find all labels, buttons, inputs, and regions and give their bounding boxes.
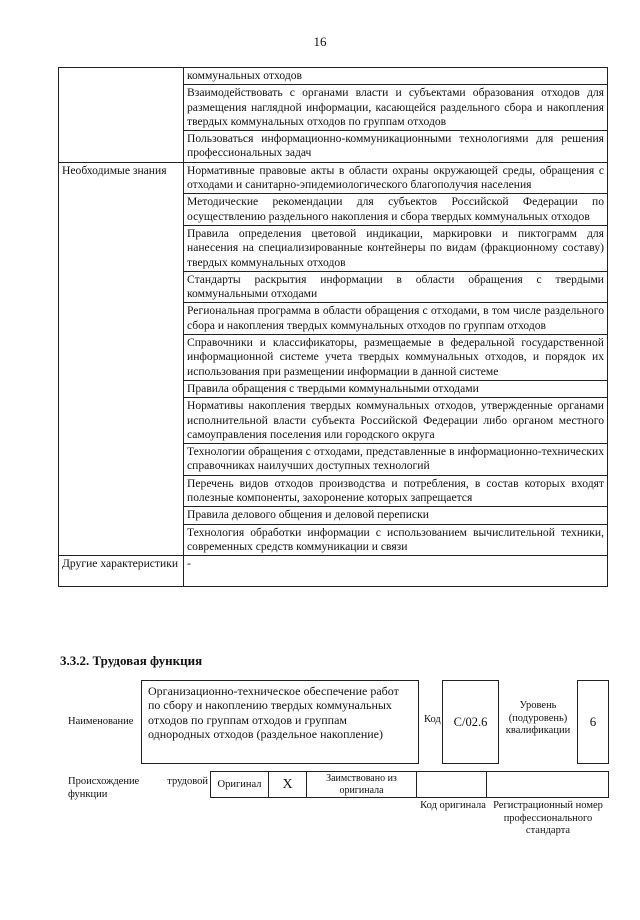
level-value: 6 <box>577 680 609 764</box>
level-label: Уровень (подуровень) квалификации <box>505 700 571 736</box>
row-text: Правила определения цветовой индикации, маркировки и пиктограмм для нанесения на специализированные контейнеры по видам (фракционному составу) твердых коммунальных отходов <box>184 225 608 271</box>
row-label <box>59 68 184 163</box>
code-original-label: Код оригинала <box>420 800 486 811</box>
original-mark: X <box>269 772 307 797</box>
row-text: - <box>184 556 608 587</box>
table-row <box>59 162 608 194</box>
function-name-box: Организационно-техническое обеспечение работ по сбору и накоплению твердых коммунальных отходов по группам отходов и группам однородных отходов (раздельное накопление) <box>141 680 419 764</box>
page-number: 16 <box>313 34 327 49</box>
row-text: Методические рекомендации для субъектов Российской Федерации по осуществлению раздельного накопления и сбора твердых коммунальных отходов <box>184 194 608 226</box>
original-label: Оригинал <box>211 772 269 797</box>
row-text: Нормативные правовые акты в области охраны окружающей среды, обращения с отходами и санитарно-эпидемиологического благополучия населения <box>184 162 608 194</box>
row-text: Правила обращения с твердыми коммунальными отходами <box>184 380 608 397</box>
row-text: Справочники и классификаторы, размещаемые в федеральной государственной информационной системе учета твердых коммунальных отходов, и порядок их использования при размещении информации в данной системе <box>184 335 608 381</box>
knowledge-table <box>58 67 608 587</box>
origin-label: Происхождение трудовой функции <box>68 776 208 800</box>
section-title: 3.3.2. Трудовая функция <box>60 653 203 668</box>
original-code-cell <box>417 772 487 797</box>
row-text: Стандарты раскрытия информации в области обращения с твердыми коммунальными отходами <box>184 271 608 303</box>
row-text: Перечень видов отходов производства и потребления, в состав которых входят полезные компоненты, захоронение которых запрещается <box>184 475 608 507</box>
other-characteristics-label: Другие характеристики <box>59 556 184 587</box>
row-text: Региональная программа в области обращения с отходами, в том числе раздельного сбора и накопления твердых коммунальных отходов по группам отходов <box>184 303 608 335</box>
table-row <box>59 68 608 85</box>
reg-number-cell <box>487 772 608 797</box>
code-value: C/02.6 <box>442 680 499 764</box>
row-text: Правила делового общения и деловой переписки <box>184 507 608 524</box>
row-text: Технология обработки информации с использованием вычислительной техники, современных средств коммуникации и связи <box>184 524 608 556</box>
row-text: Пользоваться информационно-коммуникационными технологиями для решения профессиональных задач <box>184 131 608 163</box>
borrowed-label: Заимствовано из оригинала <box>307 772 417 797</box>
table-row <box>59 556 608 587</box>
reg-number-label: Регистрационный номер профессионального стандарта <box>493 800 603 836</box>
row-text: Нормативы накопления твердых коммунальных отходов, утвержденные органами исполнительной власти субъекта Российской Федерации либо органом местного самоуправления поселения или городского округа <box>184 398 608 444</box>
origin-row <box>210 771 609 798</box>
name-label: Наименование <box>68 716 134 727</box>
required-knowledge-label: Необходимые знания <box>59 162 184 555</box>
row-text: Технологии обращения с отходами, представленные в информационно-технических справочниках наилучших доступных технологий <box>184 444 608 476</box>
row-text: Взаимодействовать с органами власти и субъектами образования отходов для размещения наглядной информации, касающейся раздельного сбора и накопления твердых коммунальных отходов по группам отходов <box>184 85 608 131</box>
code-label: Код <box>424 714 441 725</box>
row-text: коммунальных отходов <box>184 68 608 85</box>
